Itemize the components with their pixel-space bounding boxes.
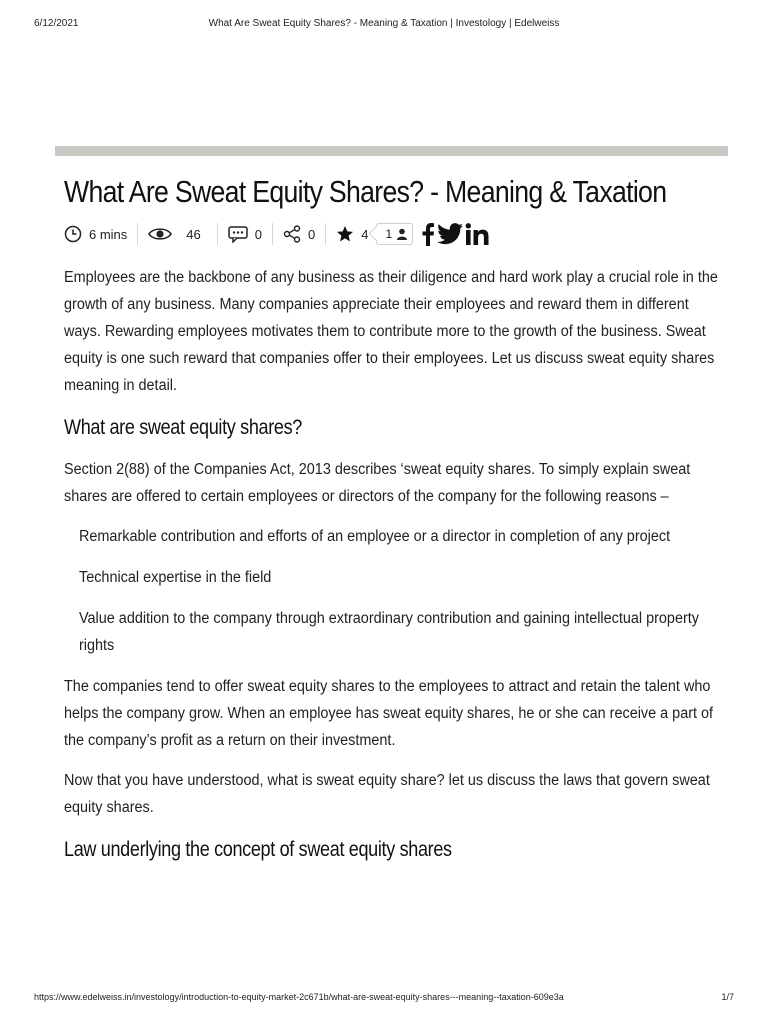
view-count-value: 46 [186, 226, 201, 242]
star-icon [336, 225, 354, 243]
user-icon [397, 228, 407, 240]
top-divider-bar [55, 146, 728, 156]
share-count-value: 0 [308, 226, 316, 242]
read-time [64, 225, 127, 243]
eye-icon [148, 226, 172, 242]
list-item: Technical expertise in the field [79, 569, 272, 586]
print-footer [34, 992, 734, 1006]
list-item: Value addition to the company through extraordinary contribution and gaining intellectual property rights [79, 610, 699, 654]
section-heading: Law underlying the concept of sweat equity shares [64, 838, 452, 861]
section-heading: What are sweat equity shares? [64, 416, 302, 439]
facebook-icon[interactable] [421, 222, 435, 246]
social-share-links [421, 222, 489, 246]
paragraph: The companies tend to offer sweat equity shares to the employees to attract and retain the talent who helps the company grow. When an employee has sweat equity shares, he or she can receive a part of the company’s profit as a return on their investment. [64, 678, 714, 749]
section1-paragraph: Section 2(88) of the Companies Act, 2013 describes ‘sweat equity shares. To simply explain sweat shares are offered to certain employees or directors of the company for the following reasons – [64, 461, 691, 505]
rater-count-badge [376, 223, 413, 245]
view-count [148, 226, 200, 242]
article-title: What Are Sweat Equity Shares? - Meaning & Taxation [64, 174, 667, 209]
share-count[interactable] [283, 225, 315, 243]
rating[interactable] [336, 225, 368, 243]
share-icon [283, 225, 301, 243]
list-item: Remarkable contribution and efforts of an employee or a director in completion of any project [79, 528, 671, 545]
meta-divider [272, 223, 273, 245]
meta-divider [137, 223, 138, 245]
twitter-icon[interactable] [437, 223, 463, 245]
print-page-number: 1/7 [721, 992, 734, 1002]
paragraph: Now that you have understood, what is sweat equity share? let us discuss the laws that govern sweat equity shares. [64, 772, 710, 816]
article-meta-bar [64, 220, 724, 248]
intro-paragraph: Employees are the backbone of any business as their diligence and hard work play a crucial role in the growth of any business. Many companies appreciate their employees and reward them in different ways. Rewarding employees motivates them to contribute more to the growth of the business. Sweat equity is one such reward that companies offer to their employees. Let us discuss sweat equity shares meaning in detail. [64, 269, 718, 394]
meta-divider [217, 223, 218, 245]
clock-icon [64, 225, 82, 243]
linkedin-icon[interactable] [465, 223, 489, 245]
article-content [64, 170, 724, 865]
comment-icon [228, 225, 248, 243]
print-url: https://www.edelweiss.in/investology/introduction-to-equity-market-2c671b/what-are-sweat-equity-shares---meaning--taxation-609e3a [34, 992, 564, 1002]
print-header [34, 18, 734, 32]
meta-divider [325, 223, 326, 245]
read-time-value: 6 mins [89, 226, 128, 242]
comment-count-value: 0 [254, 226, 262, 242]
rating-value: 4 [361, 226, 369, 242]
rater-count-value: 1 [385, 227, 393, 241]
comment-count[interactable] [228, 225, 262, 243]
print-date: 6/12/2021 [34, 18, 79, 29]
print-page-title: What Are Sweat Equity Shares? - Meaning & Taxation | Investology | Edelweiss [208, 18, 560, 29]
